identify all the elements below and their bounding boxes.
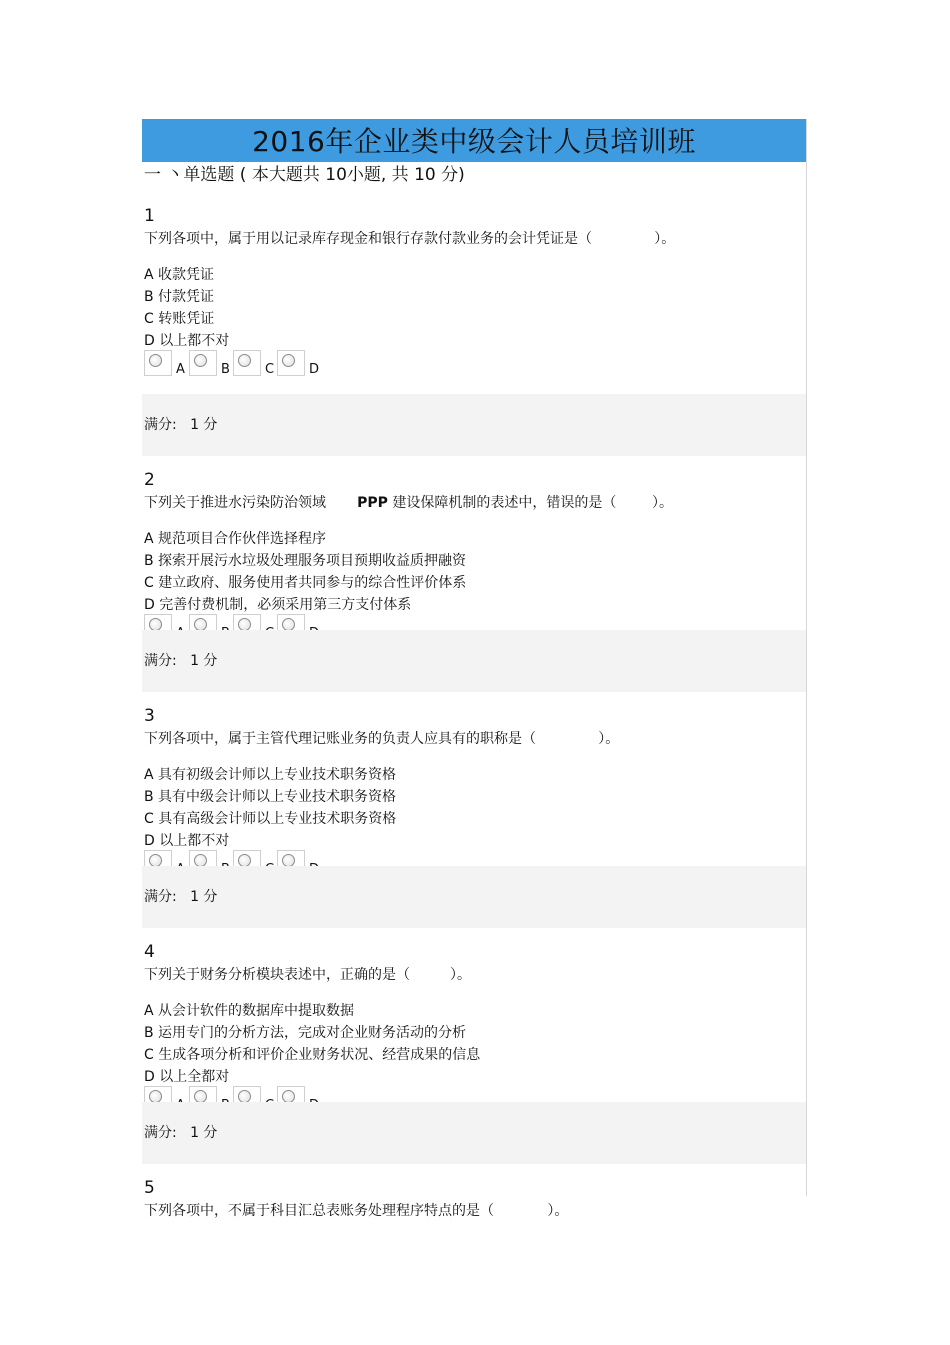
option-label: C 生成各项分析和评价企业财务状况、经营成果的信息 [144, 1047, 481, 1063]
score-band [142, 1102, 806, 1164]
score-label: 满分: 1 分 [144, 1125, 218, 1141]
question-list [142, 192, 806, 1338]
option-label: A 规范项目合作伙伴选择程序 [144, 531, 327, 547]
score-label: 满分: 1 分 [144, 889, 218, 905]
radio-circle-icon[interactable] [194, 354, 207, 367]
question-text [144, 230, 675, 248]
score-band [142, 394, 806, 456]
option-label: B 具有中级会计师以上专业技术职务资格 [144, 789, 397, 805]
option-label: B 探索开展污水垃圾处理服务项目预期收益质押融资 [144, 553, 467, 569]
title-bar [142, 119, 806, 162]
option-label: A 具有初级会计师以上专业技术职务资格 [144, 767, 397, 783]
question-text [144, 730, 619, 748]
radio-button-a[interactable] [144, 350, 172, 376]
option-label: B 付款凭证 [144, 289, 215, 305]
question-text-part: 下列各项中，不属于科目汇总表账务处理程序特点的是（ ）。 [144, 1203, 569, 1219]
radio-circle-icon[interactable] [238, 354, 251, 367]
section-heading: 一 丶单选题 ( 本大题共 10小题, 共 10 分) [144, 165, 465, 185]
question-block [142, 192, 806, 394]
option-list [144, 1000, 480, 1088]
question-text-part: 下列关于财务分析模块表述中，正确的是（ ）。 [144, 967, 472, 983]
question-text-bold: PPP [357, 495, 388, 511]
option-list [144, 764, 396, 852]
score-label: 满分: 1 分 [144, 417, 218, 433]
question-text [144, 966, 471, 984]
radio-button-b[interactable] [189, 350, 217, 376]
question-number: 4 [144, 942, 155, 962]
option-label: C 具有高级会计师以上专业技术职务资格 [144, 811, 397, 827]
radio-letter: A [176, 362, 185, 377]
option-label: D 完善付费机制，必须采用第三方支付体系 [144, 597, 412, 613]
radio-letter: C [265, 362, 275, 377]
radio-circle-icon[interactable] [282, 354, 295, 367]
question-text [144, 1202, 568, 1220]
option-label: D 以上全都对 [144, 1069, 230, 1085]
question-number: 1 [144, 206, 155, 226]
option-label: B 运用专门的分析方法，完成对企业财务活动的分析 [144, 1025, 467, 1041]
radio-letter: B [221, 362, 230, 377]
question-text [144, 494, 673, 512]
score-band [142, 866, 806, 928]
option-label: A 收款凭证 [144, 267, 215, 283]
question-block [142, 866, 806, 1102]
question-number: 5 [144, 1178, 155, 1198]
radio-button-d[interactable] [277, 350, 305, 376]
question-text-part: 建设保障机制的表述中，错误的是（ ）。 [387, 495, 674, 511]
option-label: C 建立政府、服务使用者共同参与的综合性评价体系 [144, 575, 467, 591]
score-label: 满分: 1 分 [144, 653, 218, 669]
option-label: C 转账凭证 [144, 311, 215, 327]
question-block [142, 1102, 806, 1338]
option-list [144, 528, 466, 616]
radio-button-c[interactable] [233, 350, 261, 376]
question-block [142, 394, 806, 630]
option-label: D 以上都不对 [144, 833, 230, 849]
question-text-part: 下列各项中，属于用以记录库存现金和银行存款付款业务的会计凭证是（ ）。 [144, 231, 676, 247]
score-band [142, 630, 806, 692]
option-label: A 从会计软件的数据库中提取数据 [144, 1003, 355, 1019]
question-number: 3 [144, 706, 155, 726]
question-block [142, 630, 806, 866]
page-title: 2016年企业类中级会计人员培训班 [252, 125, 696, 158]
exam-frame [142, 119, 807, 1219]
option-label: D 以上都不对 [144, 333, 230, 349]
radio-letter: D [309, 362, 320, 377]
question-number: 2 [144, 470, 155, 490]
question-text-part: 下列关于推进水污染防治领域 [144, 495, 358, 511]
question-text-part: 下列各项中，属于主管代理记账业务的负责人应具有的职称是（ ）。 [144, 731, 620, 747]
radio-circle-icon[interactable] [149, 354, 162, 367]
option-list [144, 264, 229, 352]
